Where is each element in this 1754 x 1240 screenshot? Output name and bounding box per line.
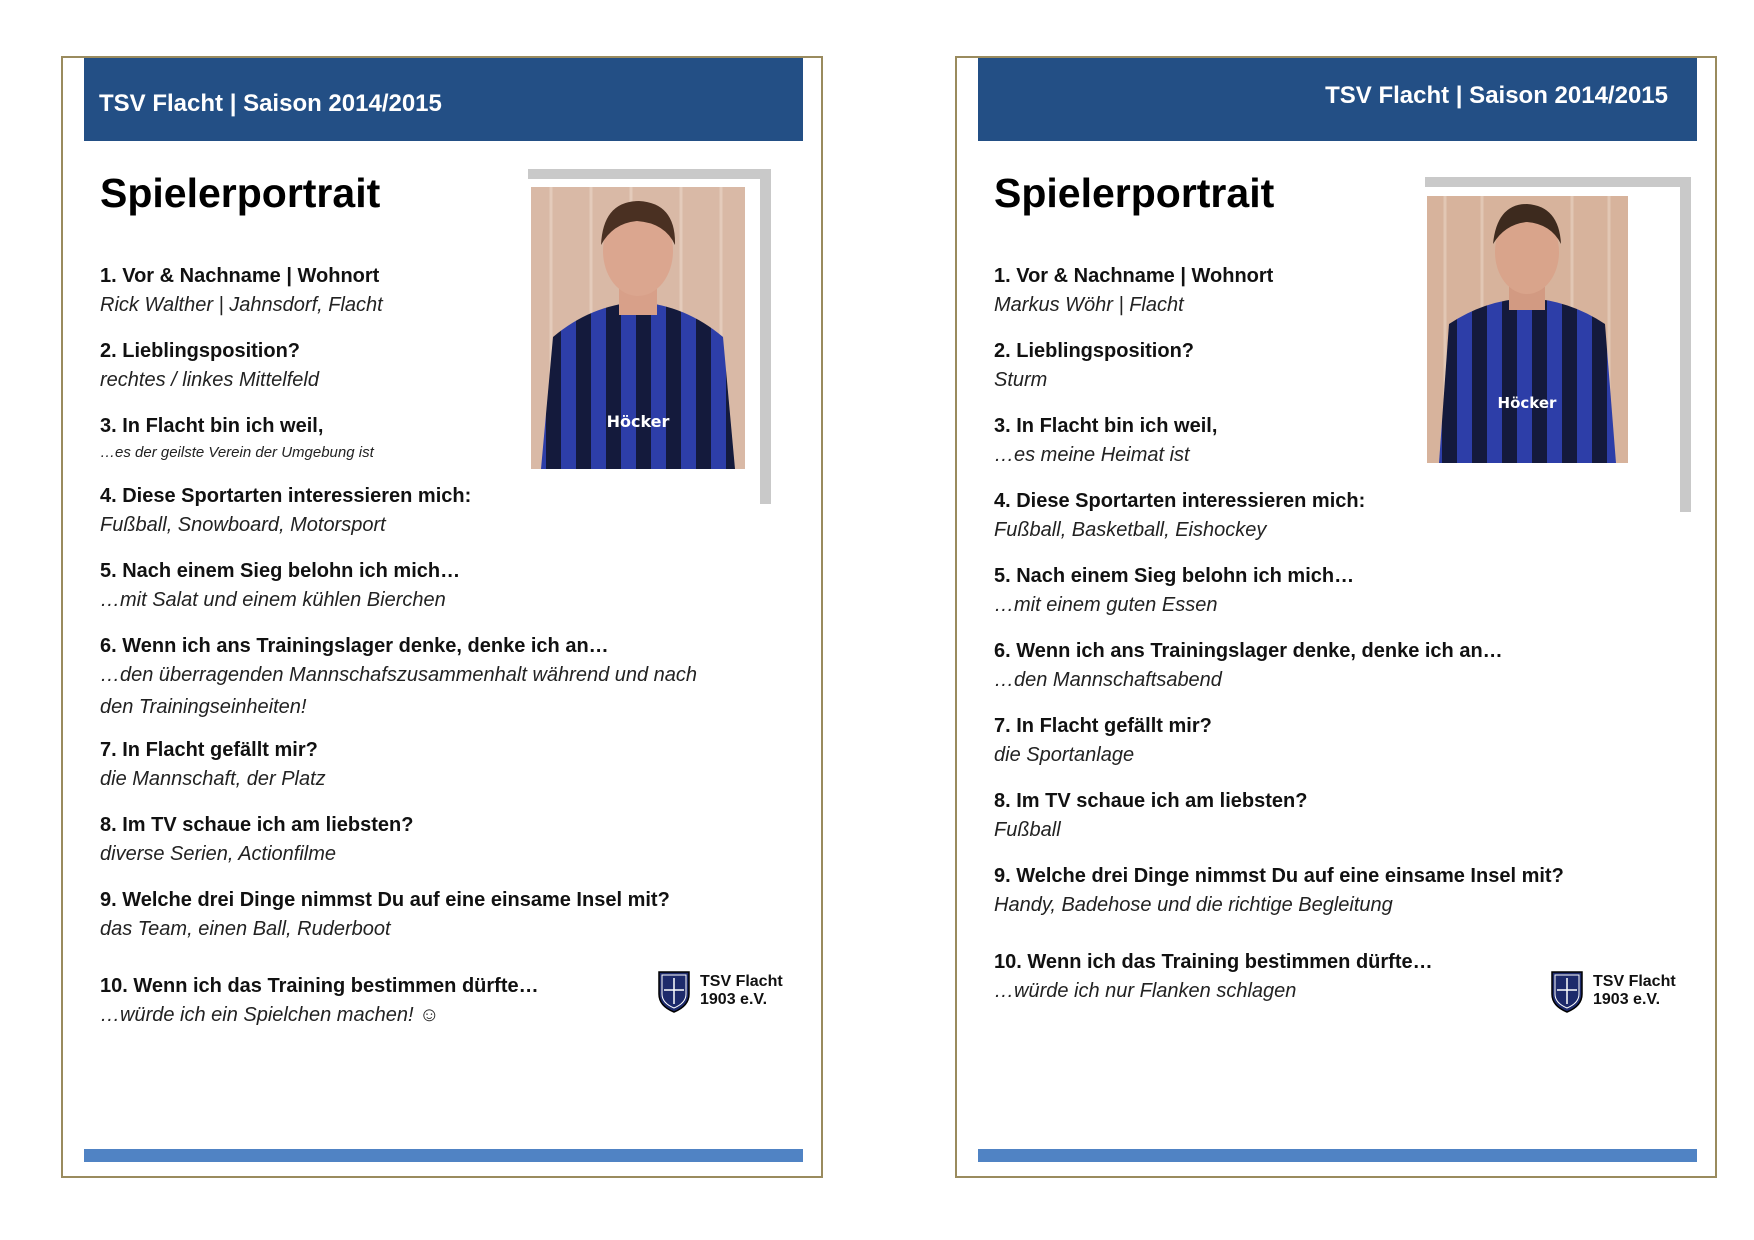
question: 1. Vor & Nachname | Wohnort	[994, 265, 1274, 287]
photo-frame-top	[1425, 177, 1691, 187]
question: 3. In Flacht bin ich weil,	[100, 415, 324, 437]
qa-item	[100, 888, 730, 945]
qa-item	[100, 813, 730, 870]
page-title: Spielerportrait	[100, 170, 381, 216]
qa-item	[994, 339, 1624, 396]
club-logo	[1549, 968, 1676, 1014]
qa-item	[994, 950, 1494, 1007]
question: 7. In Flacht gefällt mir?	[994, 715, 1212, 737]
qa-item	[100, 414, 730, 468]
club-logo	[656, 968, 783, 1014]
question: 6. Wenn ich ans Trainingslager denke, denke ich an…	[994, 640, 1503, 662]
photo-frame-right	[1680, 177, 1691, 512]
qa-item	[100, 634, 710, 723]
logo-line-1: TSV Flacht	[700, 972, 783, 990]
qa-item	[100, 738, 730, 795]
question: 2. Lieblingsposition?	[100, 340, 300, 362]
answer: rechtes / linkes Mittelfeld	[100, 369, 319, 391]
answer: diverse Serien, Actionfilme	[100, 843, 337, 865]
portrait-page-left	[61, 56, 823, 1178]
question: 4. Diese Sportarten interessieren mich:	[100, 485, 472, 507]
qa-item	[100, 484, 730, 541]
qa-item	[994, 489, 1624, 546]
club-crest-icon	[1549, 968, 1585, 1014]
answer: Fußball	[994, 819, 1061, 841]
answer: Fußball, Snowboard, Motorsport	[100, 514, 386, 536]
qa-item	[994, 414, 1624, 471]
question: 10. Wenn ich das Training bestimmen dürfte…	[100, 975, 539, 997]
question: 5. Nach einem Sieg belohn ich mich…	[100, 560, 461, 582]
page-header: TSV Flacht | Saison 2014/2015	[84, 58, 803, 141]
qa-item	[100, 264, 730, 321]
answer: …würde ich nur Flanken schlagen	[994, 980, 1297, 1002]
question: 9. Welche drei Dinge nimmst Du auf eine einsame Insel mit?	[100, 889, 670, 911]
question: 8. Im TV schaue ich am liebsten?	[994, 790, 1308, 812]
qa-item	[994, 639, 1624, 696]
question: 4. Diese Sportarten interessieren mich:	[994, 490, 1366, 512]
answer: die Sportanlage	[994, 744, 1135, 766]
qa-item	[100, 559, 730, 616]
answer: Markus Wöhr | Flacht	[994, 294, 1184, 316]
question: 6. Wenn ich ans Trainingslager denke, denke ich an…	[100, 635, 609, 657]
question: 3. In Flacht bin ich weil,	[994, 415, 1218, 437]
qa-item	[994, 864, 1624, 921]
question: 7. In Flacht gefällt mir?	[100, 739, 318, 761]
qa-item	[994, 564, 1624, 621]
qa-item	[100, 339, 730, 396]
question: 5. Nach einem Sieg belohn ich mich…	[994, 565, 1355, 587]
answer: …es meine Heimat ist	[994, 444, 1190, 466]
qa-item	[994, 714, 1624, 771]
logo-line-1: TSV Flacht	[1593, 972, 1676, 990]
answer: …den Mannschaftsabend	[994, 669, 1222, 691]
answer: Rick Walther | Jahnsdorf, Flacht	[100, 294, 383, 316]
answer: …würde ich ein Spielchen machen! ☺	[100, 1004, 440, 1026]
answer: die Mannschaft, der Platz	[100, 768, 326, 790]
qa-item	[994, 264, 1624, 321]
footer-bar	[978, 1149, 1697, 1162]
svg-text:Höcker: Höcker	[1497, 394, 1557, 412]
answer: …mit einem guten Essen	[994, 594, 1218, 616]
answer: Handy, Badehose und die richtige Begleitung	[994, 894, 1393, 916]
page-header: TSV Flacht | Saison 2014/2015	[978, 58, 1697, 141]
answer: …mit Salat und einem kühlen Bierchen	[100, 589, 446, 611]
svg-text:Höcker: Höcker	[606, 412, 670, 431]
logo-line-2: 1903 e.V.	[700, 991, 768, 1008]
question: 1. Vor & Nachname | Wohnort	[100, 265, 380, 287]
photo-frame-top	[528, 169, 771, 179]
qa-item	[994, 789, 1624, 846]
qa-item	[100, 974, 600, 1031]
footer-bar	[84, 1149, 803, 1162]
answer: das Team, einen Ball, Ruderboot	[100, 918, 391, 940]
question: 8. Im TV schaue ich am liebsten?	[100, 814, 414, 836]
club-crest-icon	[656, 968, 692, 1014]
question: 2. Lieblingsposition?	[994, 340, 1194, 362]
portrait-page-right	[955, 56, 1717, 1178]
page-title: Spielerportrait	[994, 170, 1275, 216]
photo-frame-right	[760, 169, 771, 504]
question: 9. Welche drei Dinge nimmst Du auf eine einsame Insel mit?	[994, 865, 1564, 887]
answer: Sturm	[994, 369, 1048, 391]
question: 10. Wenn ich das Training bestimmen dürfte…	[994, 951, 1433, 973]
answer: Fußball, Basketball, Eishockey	[994, 519, 1267, 541]
logo-line-2: 1903 e.V.	[1593, 991, 1661, 1008]
answer: …den überragenden Mannschafszusammenhalt während und nach den Trainingseinheiten!	[100, 664, 698, 718]
answer: …es der geilste Verein der Umgebung ist	[100, 444, 374, 461]
